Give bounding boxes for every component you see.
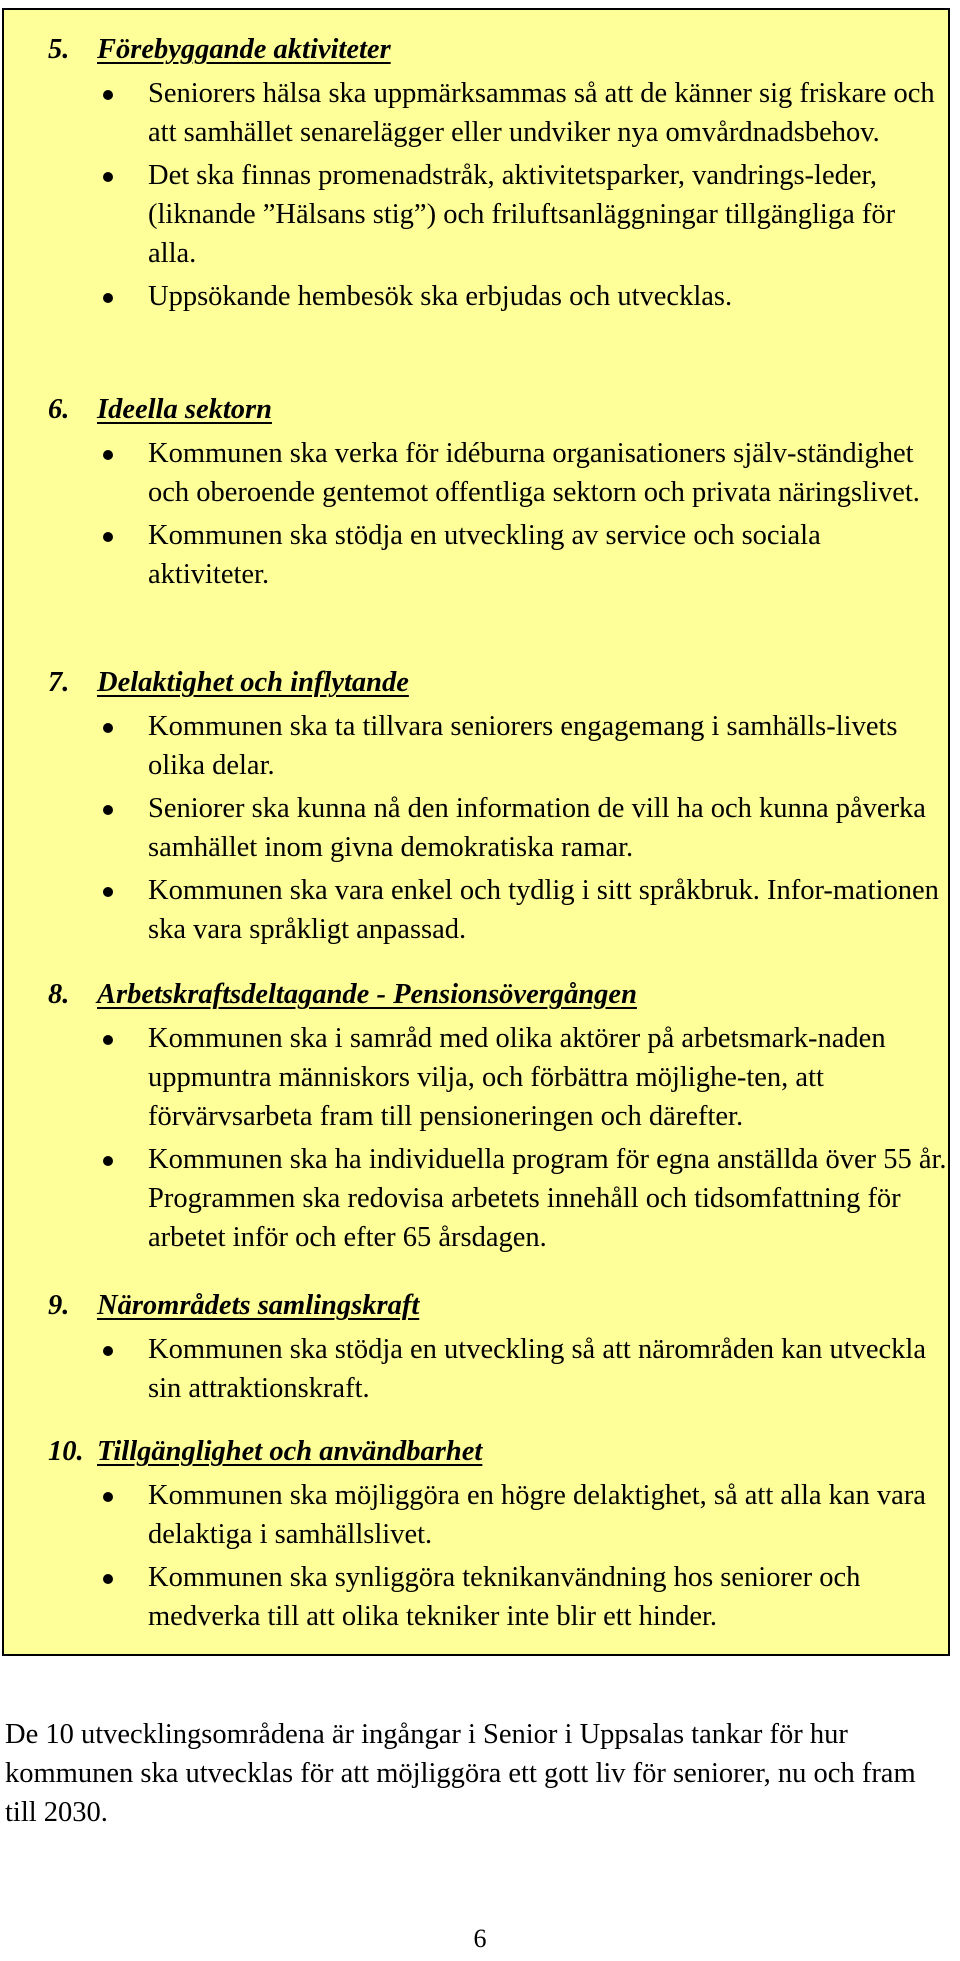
section-heading — [48, 975, 948, 1015]
section-number: 5. — [48, 34, 70, 65]
bullet-icon — [103, 887, 113, 897]
bullet-text: Kommunen ska i samråd med olika aktörer på arbetsmark-naden uppmuntra människors vilja, och förbättra möjlighe-ten, att förvärvsarbeta fram till pensioneringen och därefter. — [148, 1023, 886, 1132]
section-title: Tillgänglighet och användbarhet — [97, 1436, 483, 1467]
bullet-icon — [103, 1346, 113, 1356]
section-number: 9. — [48, 1290, 70, 1321]
bullet-item — [48, 871, 948, 949]
section-number: 10. — [48, 1436, 84, 1467]
bullet-item — [48, 156, 948, 273]
bullet-icon — [103, 723, 113, 733]
bullet-text: Kommunen ska ha individuella program för egna anställda över 55 år. Programmen ska redovisa arbetets innehåll och tidsomfattning för arbetet inför och efter 65 årsdagen. — [148, 1144, 947, 1253]
section-number: 7. — [48, 667, 70, 698]
bullet-text: Kommunen ska stödja en utveckling av service och sociala aktiviteter. — [148, 520, 821, 590]
section-title: Närområdets samlingskraft — [97, 1290, 420, 1321]
bullet-item — [48, 74, 948, 152]
bullet-item — [48, 516, 948, 594]
bullet-item — [48, 707, 948, 785]
focus-areas-box — [2, 8, 950, 1656]
section-6 — [48, 390, 948, 594]
bullet-list — [48, 1019, 948, 1257]
bullet-icon — [103, 1574, 113, 1584]
bullet-text: Kommunen ska ta tillvara seniorers engagemang i samhälls-livets olika delar. — [148, 711, 898, 781]
section-10 — [48, 1432, 948, 1636]
bullet-icon — [103, 172, 113, 182]
section-heading — [48, 1286, 948, 1326]
bullet-icon — [103, 1156, 113, 1166]
bullet-text: Seniorers hälsa ska uppmärksammas så att de känner sig friskare och att samhället senarelägger eller undviker nya omvårdnadsbehov. — [148, 78, 935, 148]
page-number: 6 — [473, 1924, 487, 1953]
bullet-list — [48, 707, 948, 949]
bullet-item — [48, 789, 948, 867]
bullet-item — [48, 434, 948, 512]
section-title: Arbetskraftsdeltagande - Pensionsövergången — [97, 979, 637, 1010]
bullet-icon — [103, 1492, 113, 1502]
bullet-item — [48, 1019, 948, 1136]
bullet-icon — [103, 450, 113, 460]
bullet-text: Seniorer ska kunna nå den information de vill ha och kunna påverka samhället inom givna demokratiska ramar. — [148, 793, 926, 863]
bullet-icon — [103, 1035, 113, 1045]
bullet-text: Kommunen ska vara enkel och tydlig i sitt språkbruk. Infor-mationen ska vara språkligt anpassad. — [148, 875, 939, 945]
bullet-list — [48, 434, 948, 594]
bullet-item — [48, 277, 948, 316]
bullet-item — [48, 1140, 948, 1257]
bullet-icon — [103, 90, 113, 100]
section-8 — [48, 975, 948, 1257]
section-7 — [48, 663, 948, 949]
bullet-text: Kommunen ska stödja en utveckling så att närområden kan utveckla sin attraktionskraft. — [148, 1334, 926, 1404]
section-heading — [48, 390, 948, 430]
bullet-text: Kommunen ska möjliggöra en högre delaktighet, så att alla kan vara delaktiga i samhällslivet. — [148, 1480, 926, 1550]
section-heading — [48, 663, 948, 703]
bullet-list — [48, 1330, 948, 1408]
section-5 — [48, 30, 948, 316]
section-number: 8. — [48, 979, 70, 1010]
section-title: Delaktighet och inflytande — [97, 667, 409, 698]
section-title: Ideella sektorn — [97, 394, 272, 425]
closing-paragraph: De 10 utvecklingsområdena är ingångar i Senior i Uppsalas tankar för hur kommunen ska utvecklas för att möjliggöra ett gott liv för seniorer, nu och fram till 2030. — [5, 1718, 916, 1828]
bullet-text: Uppsökande hembesök ska erbjudas och utvecklas. — [148, 281, 733, 312]
bullet-text: Kommunen ska synliggöra teknikanvändning hos seniorer och medverka till att olika tekniker inte blir ett hinder. — [148, 1562, 861, 1632]
bullet-item — [48, 1330, 948, 1408]
bullet-list — [48, 74, 948, 316]
bullet-icon — [103, 532, 113, 542]
bullet-text: Kommunen ska verka för idéburna organisationers själv-ständighet och oberoende gentemot offentliga sektorn och privata näringslivet. — [148, 438, 920, 508]
section-title: Förebyggande aktiviteter — [97, 34, 391, 65]
bullet-icon — [103, 805, 113, 815]
section-heading — [48, 1432, 948, 1472]
bullet-list — [48, 1476, 948, 1636]
section-number: 6. — [48, 394, 70, 425]
bullet-item — [48, 1476, 948, 1554]
bullet-icon — [103, 293, 113, 303]
bullet-item — [48, 1558, 948, 1636]
section-9 — [48, 1286, 948, 1408]
bullet-text: Det ska finnas promenadstråk, aktivitetsparker, vandrings-leder, (liknande ”Hälsans stig”) och friluftsanläggningar tillgängliga för alla. — [148, 160, 896, 269]
section-heading — [48, 30, 948, 70]
